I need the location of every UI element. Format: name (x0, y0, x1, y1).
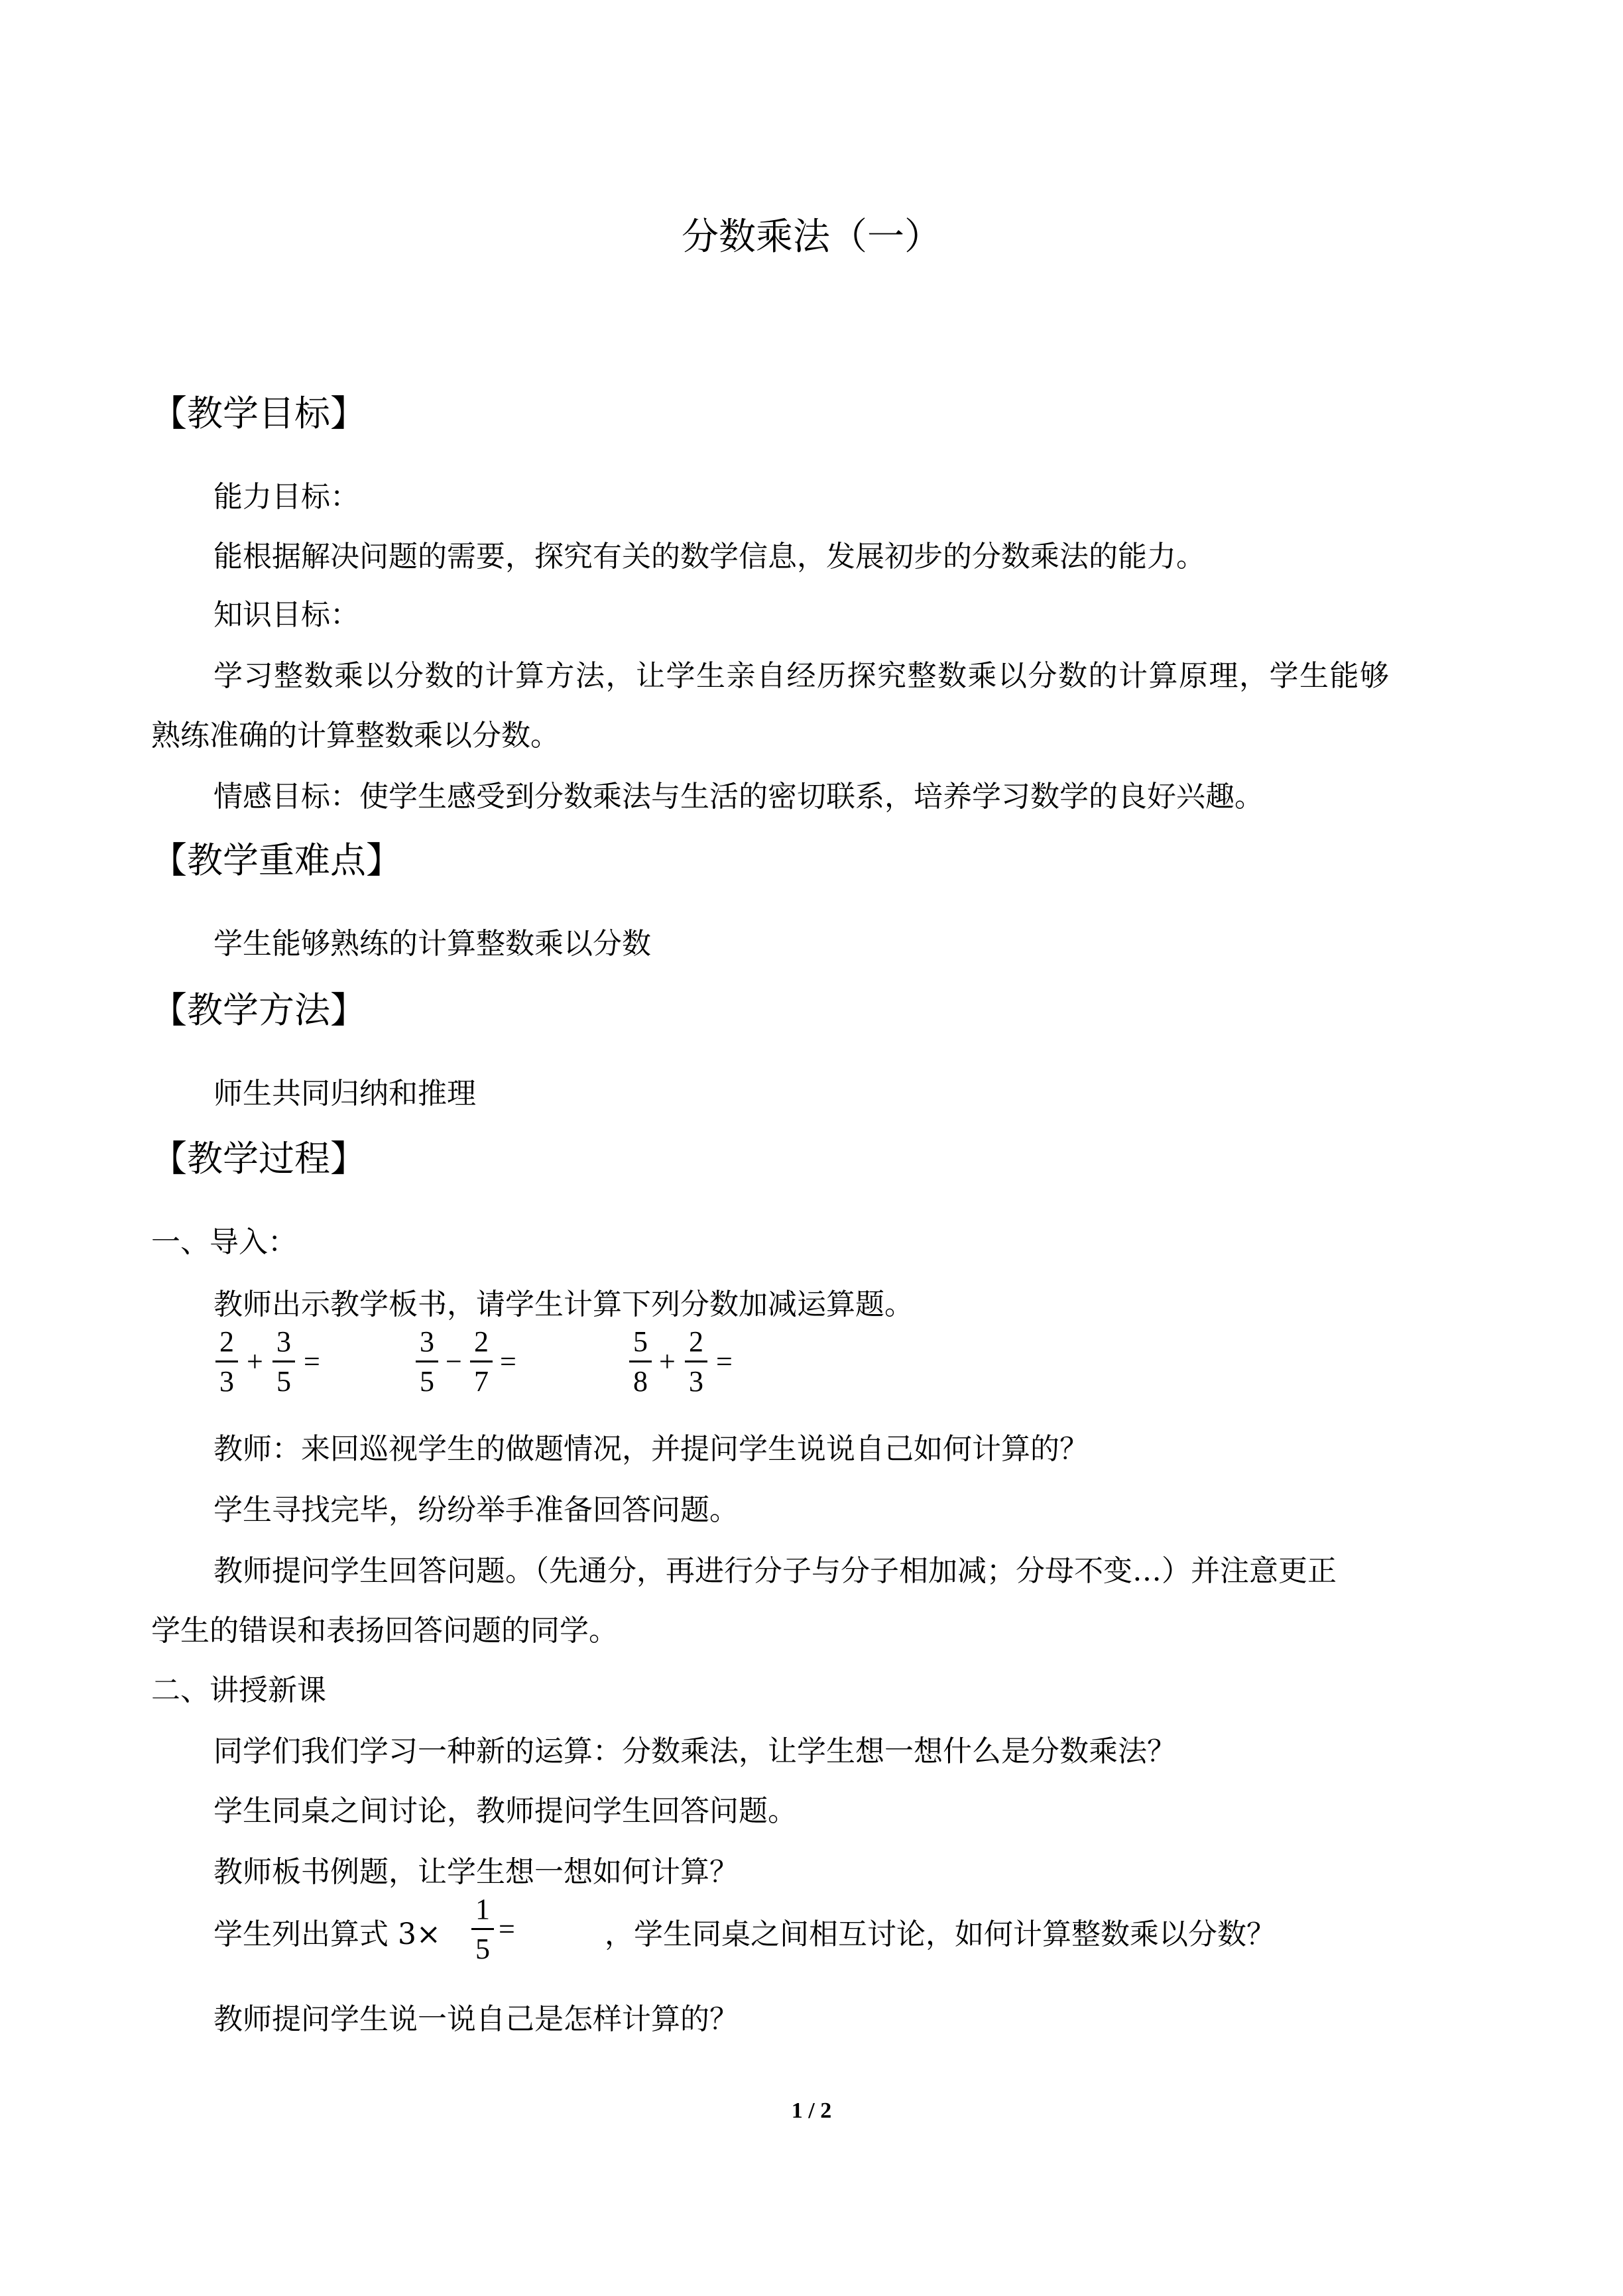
fraction-bar (685, 1360, 707, 1362)
part2-para2: 学生同桌之间讨论，教师提问学生回答问题。 (213, 1794, 797, 1828)
page-number: 1 / 2 (791, 2098, 832, 2123)
exercise-3-equals: = (716, 1345, 733, 1378)
part2-para4-suffix: ，学生同桌之间相互讨论，如何计算整数乘以分数？ (605, 1917, 1276, 1951)
part1-para4-line2: 学生的错误和表扬回答问题的同学。 (151, 1614, 618, 1648)
exercise-3-numerator-2: 2 (689, 1325, 703, 1358)
exercise-1-denominator-2: 5 (276, 1365, 291, 1398)
part2-para3: 教师板书例题，让学生想一想如何计算？ (213, 1855, 739, 1889)
exercise-3-operator: + (659, 1345, 676, 1378)
knowledge-text-line1: 学习整数乘以分数的计算方法，让学生亲自经历探究整数乘以分数的计算原理，学生能够 (213, 659, 1390, 693)
key-points-text: 学生能够熟练的计算整数乘以分数 (213, 927, 651, 961)
ability-text: 能根据解决问题的需要，探究有关的数学信息，发展初步的分数乘法的能力。 (213, 540, 1205, 574)
exercise-1-numerator-2: 3 (276, 1325, 291, 1358)
exercise-1-denominator-1: 3 (219, 1365, 234, 1398)
knowledge-label: 知识目标： (213, 598, 359, 632)
part1-para3: 学生寻找完毕，纷纷举手准备回答问题。 (213, 1493, 739, 1527)
exercise-2-operator: − (446, 1345, 462, 1378)
exercise-2-equals: = (500, 1345, 516, 1378)
section-heading-goals: 【教学目标】 (151, 393, 366, 434)
exercise-2-numerator-2: 2 (474, 1325, 489, 1358)
part1-para2: 教师：来回巡视学生的做题情况，并提问学生说说自己如何计算的？ (213, 1432, 1089, 1466)
part1-para4-line1: 教师提问学生回答问题。（先通分，再进行分子与分子相加减；分母不变…）并注意更正 (213, 1554, 1337, 1588)
exercise-1-numerator-1: 2 (219, 1325, 234, 1358)
ability-label: 能力目标： (213, 480, 359, 514)
exercise-3-denominator-2: 3 (689, 1365, 703, 1398)
fraction-bar (272, 1360, 295, 1362)
fraction-bar (471, 1928, 494, 1930)
fraction-bar (629, 1360, 652, 1362)
section-heading-key-points: 【教学重难点】 (151, 839, 402, 881)
example-numerator: 1 (475, 1893, 490, 1925)
section-heading-process: 【教学过程】 (151, 1138, 366, 1179)
part1-para1: 教师出示教学板书，请学生计算下列分数加减运算题。 (213, 1288, 914, 1321)
exercise-3-numerator-1: 5 (633, 1325, 648, 1358)
part2-para4-prefix: 学生列出算式 3× (213, 1917, 441, 1951)
exercise-2-denominator-2: 7 (474, 1365, 489, 1398)
exercise-1-operator: + (247, 1345, 263, 1378)
section-heading-methods: 【教学方法】 (151, 989, 366, 1031)
exercise-1-equals: = (304, 1345, 320, 1378)
part2-para5: 教师提问学生说一说自己是怎样计算的？ (213, 2002, 739, 2036)
page-title: 分数乘法（一） (682, 215, 941, 259)
example-denominator: 5 (475, 1933, 490, 1965)
methods-text: 师生共同归纳和推理 (213, 1077, 476, 1111)
part2-title: 二、讲授新课 (151, 1673, 326, 1707)
example-equals: = (499, 1913, 515, 1945)
exercise-2-denominator-1: 5 (420, 1365, 434, 1398)
part2-para1: 同学们我们学习一种新的运算：分数乘法，让学生想一想什么是分数乘法？ (213, 1734, 1176, 1768)
fraction-bar (470, 1360, 493, 1362)
fraction-bar (215, 1360, 238, 1362)
emotion-text: 情感目标：使学生感受到分数乘法与生活的密切联系，培养学习数学的良好兴趣。 (213, 780, 1264, 814)
part1-title: 一、导入： (151, 1225, 297, 1259)
knowledge-text-line2: 熟练准确的计算整数乘以分数。 (151, 719, 560, 753)
exercise-3-denominator-1: 8 (633, 1365, 648, 1398)
fraction-bar (416, 1360, 438, 1362)
exercise-2-numerator-1: 3 (420, 1325, 434, 1358)
